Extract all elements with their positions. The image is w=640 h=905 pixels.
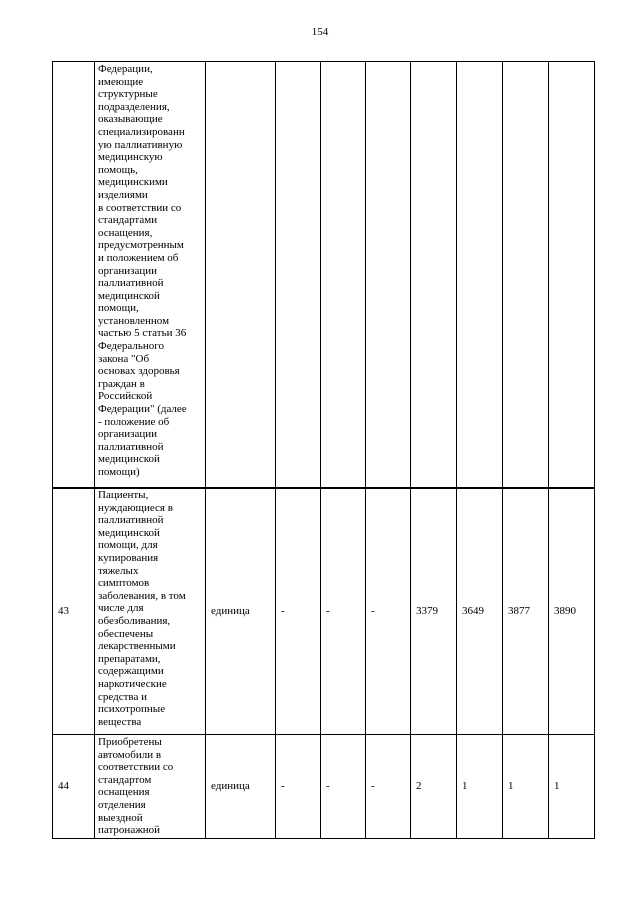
value-cell: -	[321, 735, 366, 839]
value-cell: 3890	[549, 488, 595, 735]
value-cell: 3877	[503, 488, 549, 735]
value-cell: 3379	[411, 488, 457, 735]
row-number: 44	[53, 735, 95, 839]
value-cell: 2	[411, 735, 457, 839]
value-cell: 3649	[457, 488, 503, 735]
value-cell	[411, 62, 457, 489]
value-cell: 1	[549, 735, 595, 839]
row-description: Приобретены автомобили в соответствии со стандартом оснащения отделения выездной патронажной	[95, 735, 206, 839]
row-number	[53, 62, 95, 489]
value-cell	[549, 62, 595, 489]
value-cell: -	[366, 735, 411, 839]
value-cell	[457, 62, 503, 489]
indicators-table-continued	[52, 487, 595, 839]
value-cell: -	[276, 488, 321, 735]
value-cell: -	[276, 735, 321, 839]
unit-cell	[206, 62, 276, 489]
value-cell	[276, 62, 321, 489]
value-cell	[321, 62, 366, 489]
value-cell	[366, 62, 411, 489]
indicators-table	[52, 61, 595, 489]
page-number: 154	[311, 26, 329, 38]
unit-cell: единица	[206, 735, 276, 839]
value-cell: -	[321, 488, 366, 735]
value-cell: 1	[503, 735, 549, 839]
table-row	[53, 62, 595, 489]
unit-cell: единица	[206, 488, 276, 735]
row-description: Федерации, имеющие структурные подразделения, оказывающие специализированн ую паллиативную медицинскую помощь, медицинскими изделиями в соответствии со стандартами оснащения, предусмотренным и положением об организации паллиативной медицинской помощи, установленном частью 5 статьи 36 Федерального закона "Об основах здоровья граждан в Российской Федерации" (далее - положение об организации паллиативной медицинской помощи)	[95, 62, 206, 489]
row-description: Пациенты, нуждающиеся в паллиативной медицинской помощи, для купирования тяжелых симптомов заболевания, в том числе для обезболивания, обеспечены лекарственными препаратами, содержащими наркотические средства и психотропные вещества	[95, 488, 206, 735]
value-cell	[503, 62, 549, 489]
table-row	[53, 488, 595, 735]
value-cell: -	[366, 488, 411, 735]
value-cell: 1	[457, 735, 503, 839]
table-row	[53, 735, 595, 839]
row-number: 43	[53, 488, 95, 735]
